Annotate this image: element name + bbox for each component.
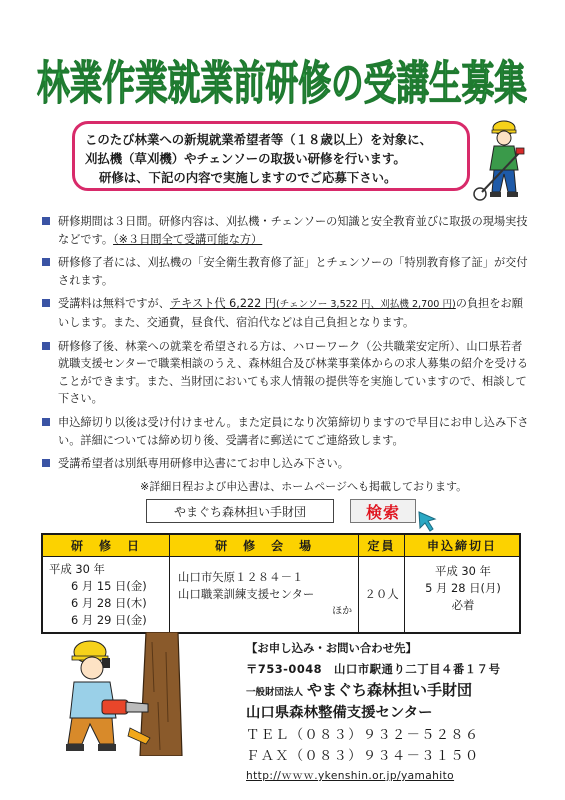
- venue-more: ほか: [332, 605, 353, 617]
- bullet-fee-breakdown: (チェンソー 3,522 円、刈払機 2,700 円): [275, 299, 456, 311]
- table-row: [42, 556, 520, 633]
- page-title: [30, 44, 535, 114]
- bullet-employment-text: 研修修了後、林業への就業を希望される方は、ハローワーク（公共職業安定所）、山口県若者就職支援センターで職業相談のうえ、森林組合及び林業事業体からの求人募集の紹介を受けることができます。また、当財団においても求人情報の提供等を実施していますので、相談して下さい。: [58, 339, 529, 406]
- contact-url-link[interactable]: http://ｗｗｗ.ykenshin.or.jp/yamahito: [246, 770, 455, 782]
- chainsaw-worker-illustration: [54, 632, 192, 756]
- bullet-deadline: [42, 414, 532, 449]
- contact-info: [246, 640, 526, 783]
- bullet-square-icon: [42, 258, 50, 266]
- header-venue: 研 修 会 場: [170, 534, 359, 556]
- contact-org-row: [246, 679, 526, 700]
- venue-address: 山口市矢原１２８４－１: [178, 569, 304, 584]
- bullet-certificate: [42, 254, 532, 289]
- bullet-period-text: 研修期間は３日間。研修内容は、刈払機・チェンソーの知識と安全教育並びに取扱の現場実技などです。: [58, 215, 528, 246]
- bullet-employment: [42, 338, 532, 408]
- bullet-square-icon: [42, 342, 50, 350]
- bullet-fee-post: の負担をお願いします。また、交通費，昼食代、宿泊代などは自己負担となります。: [58, 297, 523, 329]
- table-header-row: [42, 534, 520, 556]
- intro-line-3: 研修は、下記の内容で実施しますのでご応募下さい。: [99, 170, 397, 185]
- bullet-square-icon: [42, 418, 50, 426]
- contact-org-prefix: 一般財団法人: [246, 687, 304, 698]
- bullet-fee-pre: 受講料は無料ですが、: [58, 297, 170, 311]
- deadline-year: 平成 30 年: [435, 563, 491, 578]
- bullet-square-icon: [42, 459, 50, 467]
- bullet-period-note: （※３日間全て受講可能な方）: [113, 232, 263, 246]
- cell-capacity: ２０人: [359, 556, 405, 633]
- search-button: 検索: [350, 499, 416, 523]
- intro-line-1: このたび林業への新規就業希望者等（１８歳以上）を対象に、: [85, 132, 432, 147]
- training-date-3: 6 月 29 日(金): [71, 612, 147, 627]
- contact-tel: ＴＥＬ（０８３）９３２－５２８６: [246, 728, 480, 743]
- intro-line-2: 刈払機（草刈機）やチェンソーの取扱い研修を行います。: [85, 151, 406, 166]
- contact-header: 【お申し込み・お問い合わせ先】: [246, 641, 417, 655]
- schedule-table: [41, 533, 521, 634]
- training-date-1: 6 月 15 日(金): [71, 578, 147, 593]
- cell-deadline: [404, 556, 520, 633]
- search-keyword-box: やまぐち森林担い手財団: [146, 499, 334, 523]
- title-text: 林業作業就業前研修の受講生募集: [37, 56, 527, 110]
- bullet-fee-text-cost: テキスト代 6,222 円: [169, 297, 276, 311]
- intro-box: [72, 121, 470, 191]
- bullet-period: [42, 213, 532, 248]
- header-date: 研 修 日: [42, 534, 170, 556]
- bullet-application: [42, 455, 532, 473]
- deadline-date: 5 月 28 日(月): [425, 580, 501, 595]
- contact-address: 〒753-0048 山口市駅通り二丁目４番１７号: [246, 662, 501, 676]
- contact-org-name: やまぐち森林担い手財団: [307, 681, 473, 699]
- bullet-square-icon: [42, 217, 50, 225]
- header-capacity: 定員: [359, 534, 405, 556]
- training-year: 平成 30 年: [49, 561, 105, 576]
- cell-venue: [170, 556, 359, 633]
- deadline-note: 必着: [451, 597, 475, 612]
- bullet-fee: [42, 295, 532, 331]
- cursor-arrow-icon: [417, 510, 439, 532]
- contact-org-subname: 山口県森林整備支援センター: [246, 705, 433, 721]
- homepage-note: ※詳細日程および申込書は、ホームページへも掲載しております。: [140, 480, 468, 493]
- contact-fax: ＦＡＸ（０８３）９３４－３１５０: [246, 749, 480, 764]
- bullet-square-icon: [42, 299, 50, 307]
- bullet-application-text: 受講希望者は別紙専用研修申込書にてお申し込み下さい。: [58, 457, 349, 471]
- header-deadline: 申込締切日: [404, 534, 520, 556]
- info-bullets: [42, 213, 532, 479]
- venue-name: 山口職業訓練支援センター: [178, 586, 315, 601]
- bullet-certificate-text: 研修修了者には、刈払機の「安全衛生教育修了証」とチェンソーの「特別教育修了証」が交付されます。: [58, 256, 528, 287]
- brush-cutter-worker-illustration: [470, 118, 536, 204]
- cell-dates: [42, 556, 170, 633]
- training-date-2: 6 月 28 日(木): [71, 595, 147, 610]
- bullet-deadline-text: 申込締切り以後は受け付けません。また定員になり次第締切りますので早目にお申し込み下さい。詳細については締め切り後、受講者に郵送にてご連絡致します。: [58, 415, 529, 447]
